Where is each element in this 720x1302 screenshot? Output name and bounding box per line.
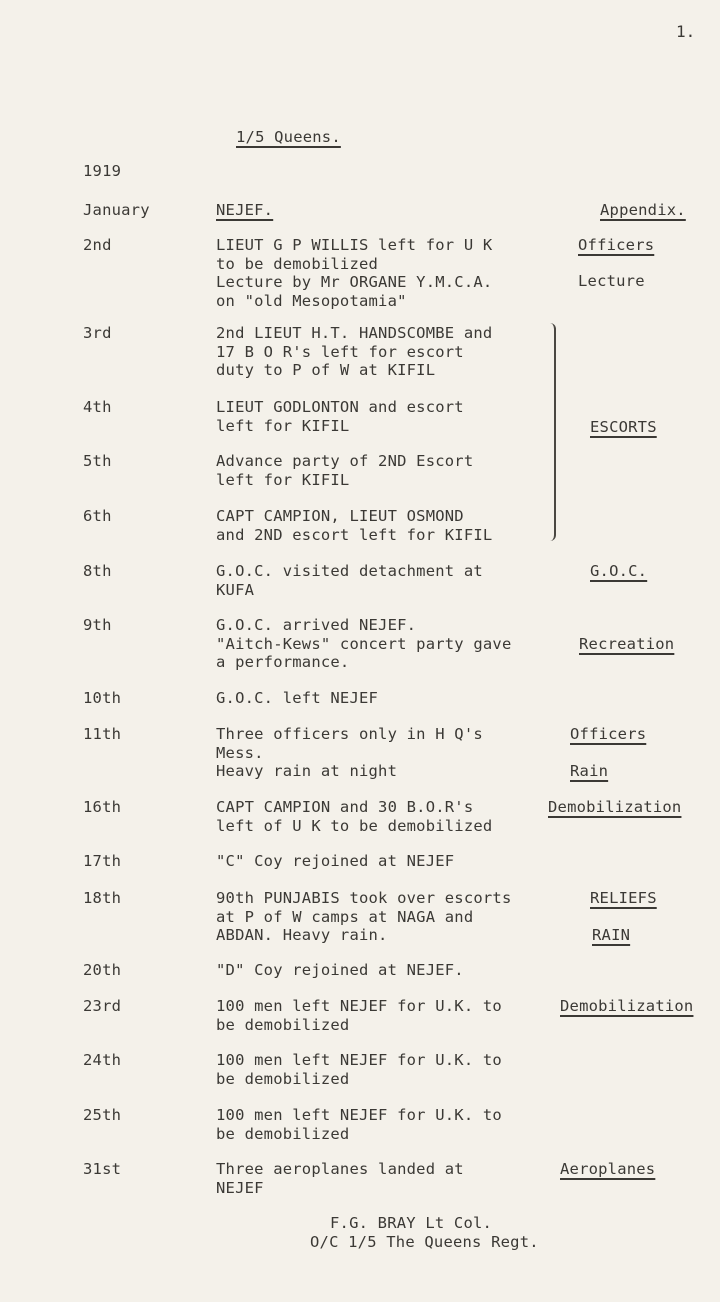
entry-date: 16th: [83, 798, 122, 816]
entry-text: LIEUT GODLONTON and escort left for KIFIL: [216, 398, 464, 435]
entry-date: 31st: [83, 1160, 122, 1178]
entry-note: Rain: [570, 762, 609, 780]
entry-date: 23rd: [83, 997, 122, 1015]
entry-note: Aeroplanes: [560, 1160, 656, 1178]
entry-text: "D" Coy rejoined at NEJEF.: [216, 961, 464, 979]
year-label: 1919: [83, 162, 122, 180]
entry-note: G.O.C.: [590, 562, 648, 580]
entry-date: 18th: [83, 889, 122, 907]
entry-text: 100 men left NEJEF for U.K. to be demobilized: [216, 997, 502, 1034]
entry-note: RAIN: [592, 926, 631, 944]
entry-text: 100 men left NEJEF for U.K. to be demobilized: [216, 1051, 502, 1088]
entry-date: 8th: [83, 562, 112, 580]
entry-date: 4th: [83, 398, 112, 416]
entry-note: Lecture: [578, 272, 645, 290]
entry-text: CAPT CAMPION and 30 B.O.R's left of U K to be demobilized: [216, 798, 493, 835]
entry-date: 11th: [83, 725, 122, 743]
signature-name: F.G. BRAY Lt Col.: [330, 1214, 493, 1232]
entry-date: 10th: [83, 689, 122, 707]
entry-text: LIEUT G P WILLIS left for U K to be demobilized Lecture by Mr ORGANE Y.M.C.A. on "old Mesopotamia": [216, 236, 493, 310]
entry-note: Officers: [570, 725, 647, 743]
entry-text: 100 men left NEJEF for U.K. to be demobilized: [216, 1106, 502, 1143]
appendix-heading: Appendix.: [600, 201, 686, 219]
entry-date: 17th: [83, 852, 122, 870]
page-number: 1.: [676, 22, 696, 41]
entry-text: Three aeroplanes landed at NEJEF: [216, 1160, 464, 1197]
entry-date: 3rd: [83, 324, 112, 342]
entry-text: Three officers only in H Q's Mess. Heavy rain at night: [216, 725, 483, 780]
entry-date: 24th: [83, 1051, 122, 1069]
entry-text: "C" Coy rejoined at NEJEF: [216, 852, 455, 870]
entry-note: Demobilization: [548, 798, 682, 816]
entry-date: 9th: [83, 616, 112, 634]
place-heading: NEJEF.: [216, 201, 274, 219]
entry-note: ESCORTS: [590, 418, 657, 436]
entry-date: 5th: [83, 452, 112, 470]
entry-text: 90th PUNJABIS took over escorts at P of W camps at NAGA and ABDAN. Heavy rain.: [216, 889, 512, 944]
entry-date: 20th: [83, 961, 122, 979]
entry-date: 25th: [83, 1106, 122, 1124]
entry-text: G.O.C. left NEJEF: [216, 689, 379, 707]
entry-date: 2nd: [83, 236, 112, 254]
entry-text: G.O.C. arrived NEJEF. "Aitch-Kews" concert party gave a performance.: [216, 616, 512, 671]
escort-bracket: [540, 323, 556, 541]
entry-note: Recreation: [579, 635, 675, 653]
page-title: 1/5 Queens.: [236, 128, 341, 146]
entry-note: Officers: [578, 236, 655, 254]
entry-text: 2nd LIEUT H.T. HANDSCOMBE and 17 B O R's left for escort duty to P of W at KIFIL: [216, 324, 493, 379]
signature-title: O/C 1/5 The Queens Regt.: [310, 1233, 539, 1251]
month-label: January: [83, 201, 150, 219]
entry-text: CAPT CAMPION, LIEUT OSMOND and 2ND escort left for KIFIL: [216, 507, 493, 544]
entry-text: G.O.C. visited detachment at KUFA: [216, 562, 483, 599]
entry-note: Demobilization: [560, 997, 694, 1015]
entry-note: RELIEFS: [590, 889, 657, 907]
entry-text: Advance party of 2ND Escort left for KIFIL: [216, 452, 474, 489]
entry-date: 6th: [83, 507, 112, 525]
